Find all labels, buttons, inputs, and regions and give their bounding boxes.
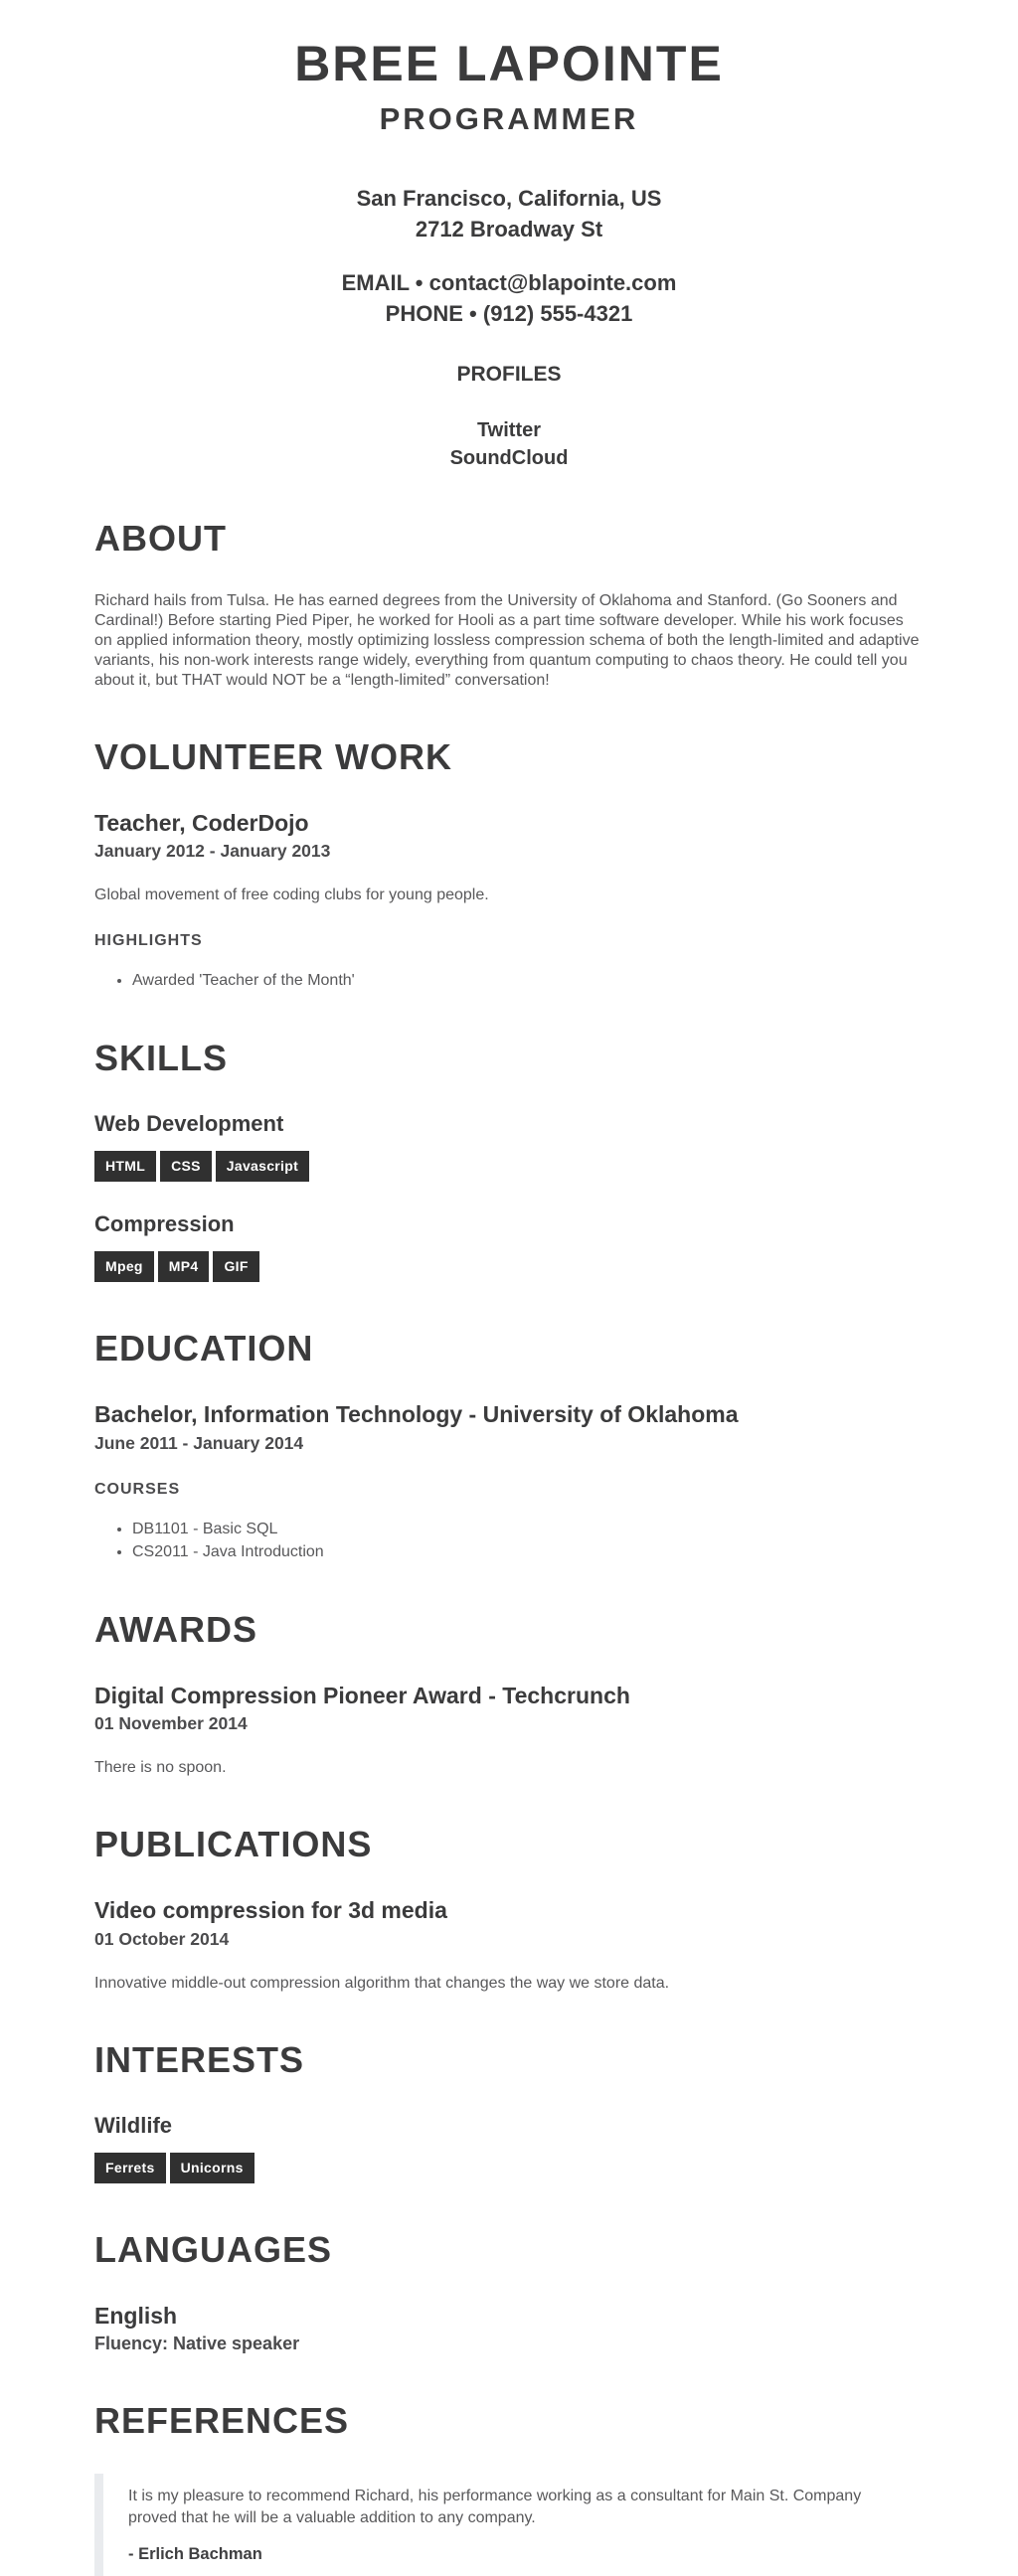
reference-attribution: - Erlich Bachman — [128, 2544, 262, 2563]
section-publications — [94, 1824, 924, 1994]
profiles-list — [94, 416, 924, 472]
publication-date: 01 October 2014 — [94, 1928, 230, 1949]
profiles-heading: PROFILES — [456, 362, 562, 386]
contact-block — [94, 183, 924, 472]
volunteer-heading: VOLUNTEER WORK — [94, 735, 452, 777]
contact-lines — [94, 267, 924, 329]
publication-title: Video compression for 3d media — [94, 1897, 447, 1924]
section-references — [94, 2400, 924, 2576]
section-volunteer — [94, 736, 924, 993]
interests-heading: INTERESTS — [94, 2038, 305, 2080]
volunteer-entry — [94, 810, 924, 993]
interest-group-name: Wildlife — [94, 2112, 173, 2138]
reference-quote: It is my pleasure to recommend Richard, his performance working as a consultant for Main St. Company proved that he will be a valuable addition to any company. — [128, 2487, 862, 2526]
education-entry — [94, 1401, 924, 1563]
skills-heading: SKILLS — [94, 1038, 229, 1079]
courses-list — [94, 1518, 924, 1563]
award-summary: There is no spoon. — [94, 1759, 227, 1777]
skill-group — [94, 1211, 924, 1282]
section-interests — [94, 2039, 924, 2183]
job-title: PROGRAMMER — [379, 100, 639, 136]
resume-header — [94, 36, 924, 472]
highlight-item: • Awarded 'Teacher of the Month' — [132, 969, 924, 992]
skill-group — [94, 1111, 924, 1182]
language-name: English — [94, 2302, 178, 2329]
skill-badge: GIF — [213, 1251, 258, 1282]
skill-group-name: Web Development — [94, 1111, 284, 1137]
award-title: Digital Compression Pioneer Award - Techcrunch — [94, 1682, 630, 1708]
email-value: contact@blapointe.com — [428, 269, 677, 295]
section-education — [94, 1328, 924, 1563]
address-line: 2712 Broadway St — [415, 216, 603, 242]
skill-badges — [94, 1251, 924, 1282]
skill-badge: MP4 — [158, 1251, 210, 1282]
references-heading: REFERENCES — [94, 2399, 350, 2441]
publications-heading: PUBLICATIONS — [94, 1824, 373, 1865]
entry-summary: Global movement of free coding clubs for young people. — [94, 886, 489, 904]
interest-group — [94, 2113, 924, 2183]
highlights-label: HIGHLIGHTS — [94, 932, 203, 950]
skill-badges — [94, 1151, 924, 1182]
phone-label: PHONE — [385, 300, 463, 326]
about-text: Richard hails from Tulsa. He has earned degrees from the University of Oklahoma and Stanford. (Go Sooners and Cardinal!) Before starting Pied Piper, he worked for Hooli as a part time software developer. While his work focuses on applied information theory, mostly optimizing lossless compression schema of both the length-limited and adaptive variants, his non-work interests range widely, everything from quantum computing to chaos theory. He could tell you about it, but THAT would NOT be a “length-limited” conversation! — [94, 591, 920, 689]
education-heading: EDUCATION — [94, 1328, 314, 1369]
skill-badge: Mpeg — [94, 1251, 154, 1282]
language-entry — [94, 2303, 924, 2354]
interest-badges — [94, 2153, 924, 2183]
skill-badge: CSS — [160, 1151, 212, 1182]
skill-badge: HTML — [94, 1151, 156, 1182]
course-item: • DB1101 - Basic SQL — [132, 1518, 924, 1540]
phone-line — [94, 298, 924, 329]
languages-heading: LANGUAGES — [94, 2228, 333, 2270]
degree-title: Bachelor, Information Technology - University of Oklahoma — [94, 1401, 739, 1428]
highlights-list — [94, 969, 924, 992]
person-name: BREE LAPOINTE — [294, 36, 724, 91]
section-skills — [94, 1038, 924, 1282]
courses-label: COURSES — [94, 1480, 181, 1498]
email-line — [94, 267, 924, 298]
section-languages — [94, 2229, 924, 2354]
interest-badge: Ferrets — [94, 2153, 166, 2183]
entry-title: Teacher, CoderDojo — [94, 809, 309, 836]
entry-dates: January 2012 - January 2013 — [94, 841, 331, 862]
bullet-separator: • — [469, 300, 477, 326]
language-fluency: Fluency: Native speaker — [94, 2333, 300, 2353]
publication-entry — [94, 1897, 924, 1994]
skill-badge: Javascript — [216, 1151, 309, 1182]
phone-value: (912) 555-4321 — [482, 300, 633, 326]
interest-badge: Unicorns — [170, 2153, 254, 2183]
bullet-separator: • — [415, 269, 424, 295]
awards-heading: AWARDS — [94, 1608, 258, 1650]
skill-group-name: Compression — [94, 1211, 235, 1237]
location-line: San Francisco, California, US — [356, 185, 662, 211]
resume-container — [94, 36, 924, 2576]
award-entry — [94, 1683, 924, 1779]
about-heading: ABOUT — [94, 517, 227, 559]
publication-summary: Innovative middle-out compression algorithm that changes the way we store data. — [94, 1974, 670, 1992]
profile-link-soundcloud[interactable]: SoundCloud — [449, 446, 569, 469]
section-awards — [94, 1609, 924, 1779]
entry-dates: June 2011 - January 2014 — [94, 1432, 304, 1453]
profile-link-twitter[interactable]: Twitter — [476, 418, 542, 441]
section-about — [94, 518, 924, 691]
reference-quote-block — [94, 2474, 924, 2576]
location-block — [94, 183, 924, 244]
award-date: 01 November 2014 — [94, 1713, 248, 1734]
course-item: • CS2011 - Java Introduction — [132, 1540, 924, 1563]
email-label: EMAIL — [341, 269, 410, 295]
